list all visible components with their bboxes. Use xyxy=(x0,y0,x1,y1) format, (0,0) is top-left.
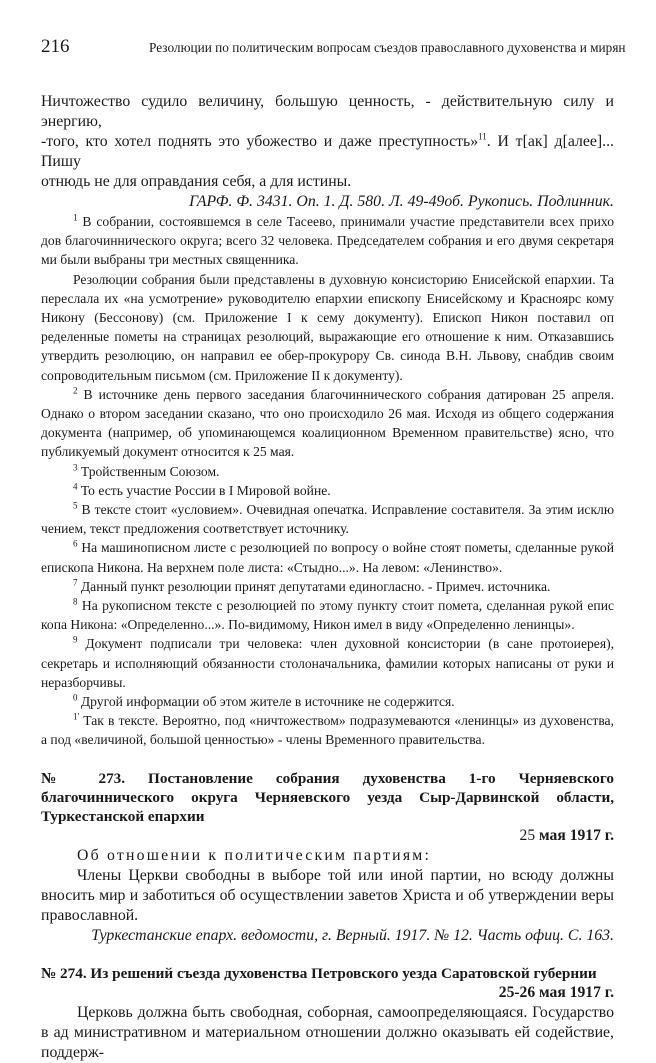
document-title: № 273. Постановление собрания духовенства 1-го Черняевского благочиннического округа Черняевского уезда Сыр-Дарвинской области, Туркестанской епархии xyxy=(41,769,614,825)
footnote: $^8$ На рукописном тексте с резолюцией по этому пункту стоит помета, сделанная рукой епис копа Никона: «Определенно...». По-видимому, Никон имел в виду «Определенно ленинцы». xyxy=(41,596,614,633)
document-date: 25 мая 1917 г. xyxy=(519,826,614,844)
page-body xyxy=(41,92,614,1063)
footnote: $^{1'}$ Так в тексте. Вероятно, под «ничтожеством» подразумеваются «ленинцы» из духовенства, а под «величиной, большой ценностью» - члены Временного правительства. xyxy=(41,711,614,748)
archive-source: ГАРФ. Ф. 3431. Оп. 1. Д. 580. Л. 49-49об. Рукопись. Подлинник. xyxy=(189,193,614,210)
footnote: $^4$ То есть участие России в I Мировой войне. xyxy=(73,481,331,498)
footnote: $^5$ В тексте стоит «условием». Очевидная опечатка. Исправление составителя. За этим исклю чением, текст предложения соответствует источнику. xyxy=(41,500,614,537)
document-274 xyxy=(41,964,614,1063)
footnote: $^9$ Документ подписали три человека: член духовной консистории (в сане протоиерея), секретарь и исполняющий обязанности столоначальника, фамилии которых написаны от руки и неразборчивы. xyxy=(41,634,614,690)
document-source: Туркестанские епарх. ведомости, г. Верный. 1917. № 12. Часть офиц. С. 163. xyxy=(91,926,614,944)
footnotes xyxy=(41,212,614,750)
document-text: Члены Церкви свободны в выборе той или иной партии, но всюду должны вносить мир и заботиться об осуществлении заветов Христа и об утверждении веры православной. xyxy=(41,866,614,924)
footnote-ref: 11 xyxy=(478,131,487,142)
document-date: 25-26 мая 1917 г. xyxy=(498,983,614,1001)
document-273 xyxy=(41,769,614,946)
footnote: Резолюции собрания были представлены в духовную консисторию Енисейской епархии. Та переслала их «на усмотрение» руководителю епархии епископу Енисейскому и Красноярс кому Никону (Бессонову) (см. Приложение I к сему документу). Епископ Никон поставил оп ределенные пометы на страницах резолюций, выражающие его отношение к ним. Отказавшись утвердить резолюцию, он направил ее обер-прокурору Св. синода В.Н. Львову, снабдив своим сопроводительным письмом (см. Приложение II к документу). xyxy=(41,271,614,383)
document-text: Церковь должна быть свободная, соборная, самоопределяющаяся. Государство в ад министративном и материальном отношении должно оказывать ей содействие, поддерж- xyxy=(41,1003,614,1061)
footnote: $^0$ Другой информации об этом жителе в источнике не содержится. xyxy=(73,692,455,710)
footnote: $^6$ На машинописном листе с резолюцией по вопросу о войне стоят пометы, сделанные рукой епископа Никона. На верхнем поле листа: «Стыдно...». На левом: «Ленинство». xyxy=(41,538,614,575)
page-header xyxy=(41,36,626,58)
footnote: $^2$ В источнике день первого заседания благочиннического собрания датирован 25 апреля. Однако о втором заседании сказано, что оно происходило 26 мая. Исходя из общего содержания документа (например, об упоминающемся коалиционном Временном правительстве) ясно, что публикуемый документ относится к 25 мая. xyxy=(41,385,614,460)
page-number: 216 xyxy=(41,36,70,57)
main-text-line: Ничтожество судило величину, большую ценность, - действительную силу и энергию, -того, кто хотел поднять это убожество и даже преступность»$^{11}$. И т[ак] д[алее]... Пишу отнюдь не для оправдания себя, а для истины. xyxy=(41,93,614,190)
document-title: № 274. Из решений съезда духовенства Петровского уезда Саратовской губернии xyxy=(41,964,597,982)
footnote: $^1$ В собрании, состоявшемся в селе Тасеево, принимали участие представители всех прихо дов благочиннического округа; всего 32 человека. Председателем собрания и его двумя секретаря ми были выбраны три местных священника. xyxy=(41,212,614,268)
section-heading: Об отношении к политическим партиям: xyxy=(77,846,432,864)
footnote: $^7$ Данный пункт резолюции принят депутатами единогласно. - Примеч. источника. xyxy=(73,577,551,594)
running-title: Резолюции по политическим вопросам съездов православного духовенства и мирян xyxy=(149,40,626,55)
footnote: $^3$ Тройственным Союзом. xyxy=(73,462,220,479)
